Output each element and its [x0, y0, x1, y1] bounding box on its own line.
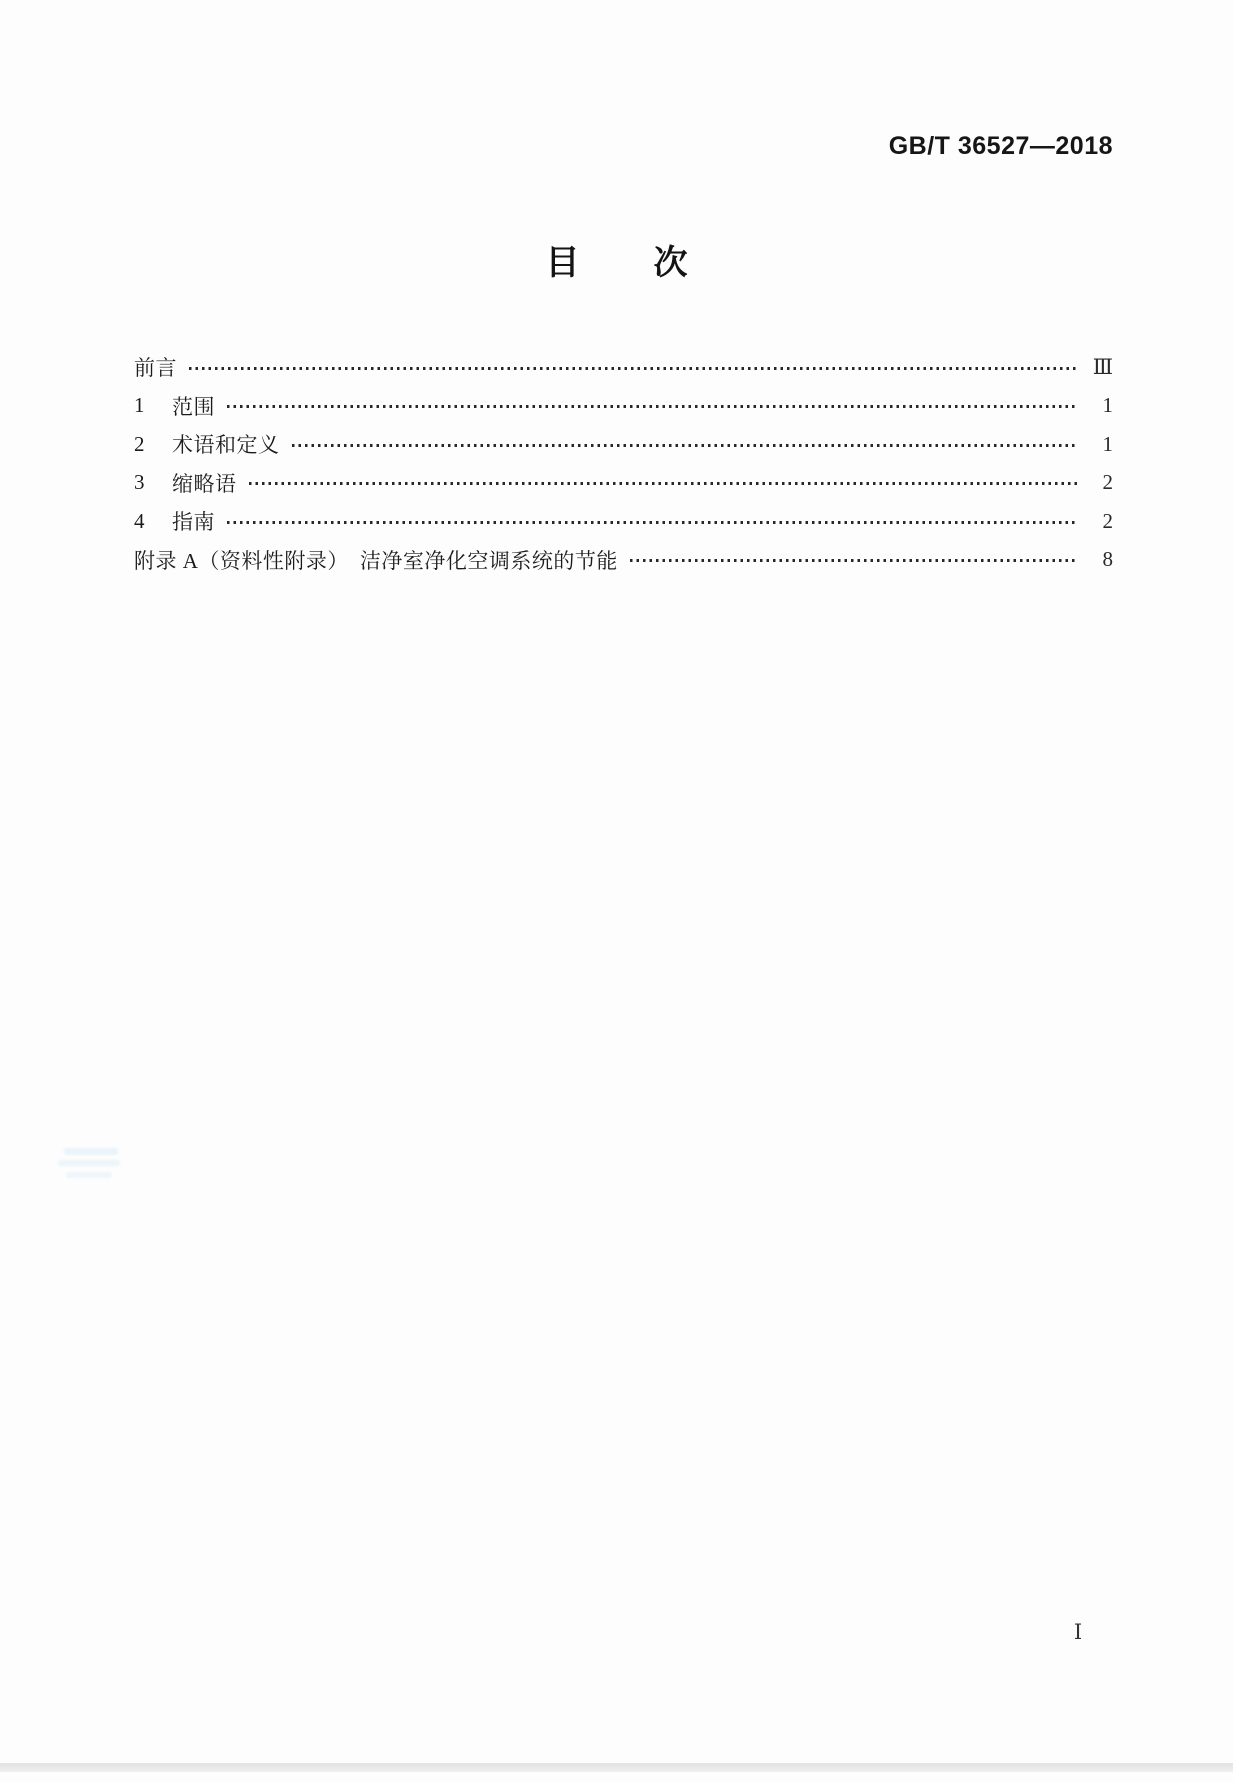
toc-row: [134, 502, 1113, 541]
toc-entry-label: 指南: [172, 510, 215, 535]
toc-entry-number: 2: [134, 431, 145, 456]
toc-row: [134, 464, 1113, 503]
toc-leader-dots: [227, 521, 1077, 524]
toc-entry-page: 1: [1102, 393, 1113, 418]
toc-entry-page: 2: [1102, 470, 1113, 495]
toc-leader-dots: [292, 444, 1078, 447]
toc-entry-number: 4: [134, 508, 145, 533]
toc-row: [134, 541, 1113, 580]
footer-page-number: Ⅰ: [1073, 1620, 1083, 1644]
toc-entry-label: 前言: [134, 356, 177, 381]
title-char-right: 次: [653, 244, 688, 282]
scan-edge-artifact: [0, 1763, 1233, 1772]
toc: [134, 348, 1113, 579]
toc-row: [134, 425, 1113, 464]
toc-entry-page: 2: [1102, 508, 1113, 533]
toc-entry-label: 缩略语: [172, 471, 237, 496]
toc-leader-dots: [189, 367, 1077, 370]
toc-leader-dots: [630, 559, 1077, 562]
toc-entry-label: 术语和定义: [172, 433, 280, 458]
scan-smudge-artifact: [56, 1144, 126, 1190]
title-gap: [580, 265, 654, 266]
toc-entry-number: 1: [134, 393, 145, 418]
toc-row: [134, 387, 1113, 426]
title-char-left: 目: [545, 244, 580, 282]
page-title: [0, 242, 1233, 284]
toc-entry-label: 附录 A（资料性附录） 洁净室净化空调系统的节能: [134, 548, 618, 573]
toc-entry-label: 范围: [172, 394, 215, 419]
toc-entry-page: 1: [1102, 431, 1113, 456]
toc-entry-number: 3: [134, 470, 145, 495]
toc-entry-page: Ⅲ: [1092, 354, 1113, 379]
toc-entry-page: 8: [1102, 547, 1113, 572]
standard-number: GB/T 36527—2018: [888, 132, 1113, 160]
toc-leader-dots: [227, 405, 1077, 408]
toc-row: [134, 348, 1113, 387]
toc-leader-dots: [249, 482, 1078, 485]
